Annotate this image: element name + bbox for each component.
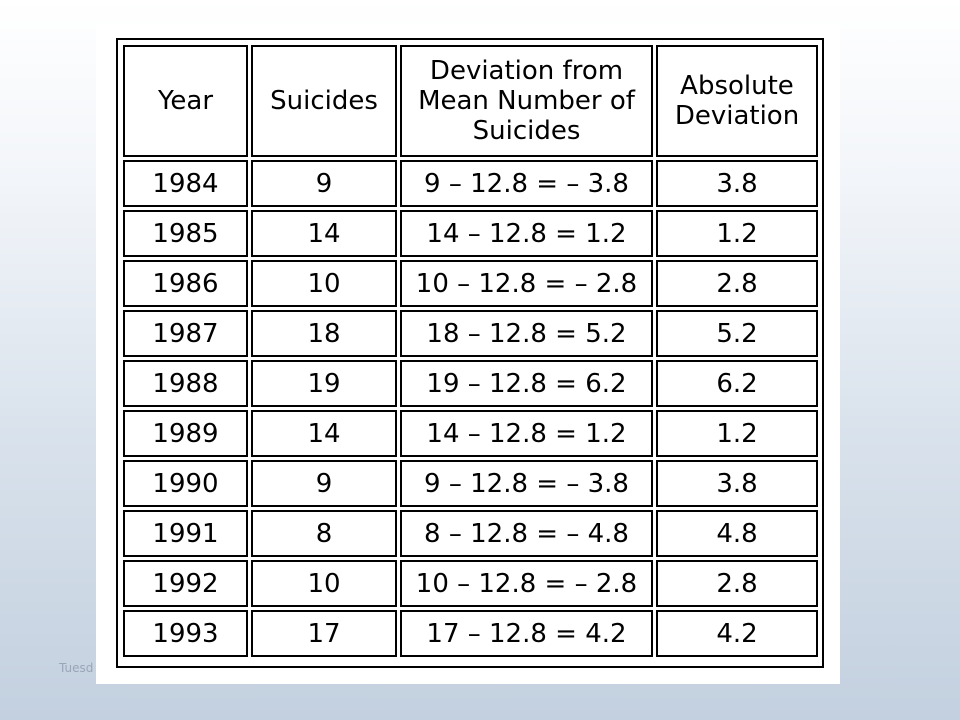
header-suicides: Suicides <box>251 45 397 157</box>
cell-deviation: 14 – 12.8 = 1.2 <box>400 410 653 457</box>
cell-year: 1987 <box>123 310 248 357</box>
table-body <box>123 160 818 657</box>
table-image <box>96 24 840 684</box>
cell-suicides: 14 <box>251 410 397 457</box>
cell-absolute-deviation: 1.2 <box>656 410 818 457</box>
cell-year: 1990 <box>123 460 248 507</box>
cell-absolute-deviation: 3.8 <box>656 160 818 207</box>
cell-year: 1984 <box>123 160 248 207</box>
table-row <box>123 210 818 257</box>
table-row <box>123 560 818 607</box>
cell-absolute-deviation: 4.2 <box>656 610 818 657</box>
cell-year: 1988 <box>123 360 248 407</box>
cell-deviation: 9 – 12.8 = – 3.8 <box>400 460 653 507</box>
table-row <box>123 360 818 407</box>
cell-suicides: 19 <box>251 360 397 407</box>
cell-deviation: 17 – 12.8 = 4.2 <box>400 610 653 657</box>
cell-absolute-deviation: 5.2 <box>656 310 818 357</box>
table-row <box>123 310 818 357</box>
cell-absolute-deviation: 6.2 <box>656 360 818 407</box>
header-deviation: Deviation from Mean Number of Suicides <box>400 45 653 157</box>
table-header-row <box>123 45 818 157</box>
cell-suicides: 8 <box>251 510 397 557</box>
header-year: Year <box>123 45 248 157</box>
cell-suicides: 18 <box>251 310 397 357</box>
cell-year: 1986 <box>123 260 248 307</box>
cell-deviation: 14 – 12.8 = 1.2 <box>400 210 653 257</box>
table-row <box>123 510 818 557</box>
cell-year: 1993 <box>123 610 248 657</box>
header-absolute-deviation: Absolute Deviation <box>656 45 818 157</box>
cell-year: 1992 <box>123 560 248 607</box>
cell-deviation: 18 – 12.8 = 5.2 <box>400 310 653 357</box>
deviation-table <box>120 42 821 660</box>
cell-deviation: 10 – 12.8 = – 2.8 <box>400 560 653 607</box>
cell-deviation: 19 – 12.8 = 6.2 <box>400 360 653 407</box>
cell-absolute-deviation: 2.8 <box>656 260 818 307</box>
cell-deviation: 9 – 12.8 = – 3.8 <box>400 160 653 207</box>
cell-suicides: 10 <box>251 560 397 607</box>
cell-suicides: 14 <box>251 210 397 257</box>
cell-absolute-deviation: 3.8 <box>656 460 818 507</box>
table-row <box>123 610 818 657</box>
cell-deviation: 10 – 12.8 = – 2.8 <box>400 260 653 307</box>
cell-absolute-deviation: 2.8 <box>656 560 818 607</box>
table-row <box>123 410 818 457</box>
cell-year: 1991 <box>123 510 248 557</box>
cell-deviation: 8 – 12.8 = – 4.8 <box>400 510 653 557</box>
slide-footer-date: Tuesd <box>59 661 94 675</box>
table-row <box>123 460 818 507</box>
cell-suicides: 9 <box>251 460 397 507</box>
cell-absolute-deviation: 1.2 <box>656 210 818 257</box>
cell-year: 1989 <box>123 410 248 457</box>
cell-absolute-deviation: 4.8 <box>656 510 818 557</box>
table-row <box>123 160 818 207</box>
cell-suicides: 17 <box>251 610 397 657</box>
cell-suicides: 10 <box>251 260 397 307</box>
table-row <box>123 260 818 307</box>
cell-year: 1985 <box>123 210 248 257</box>
cell-suicides: 9 <box>251 160 397 207</box>
